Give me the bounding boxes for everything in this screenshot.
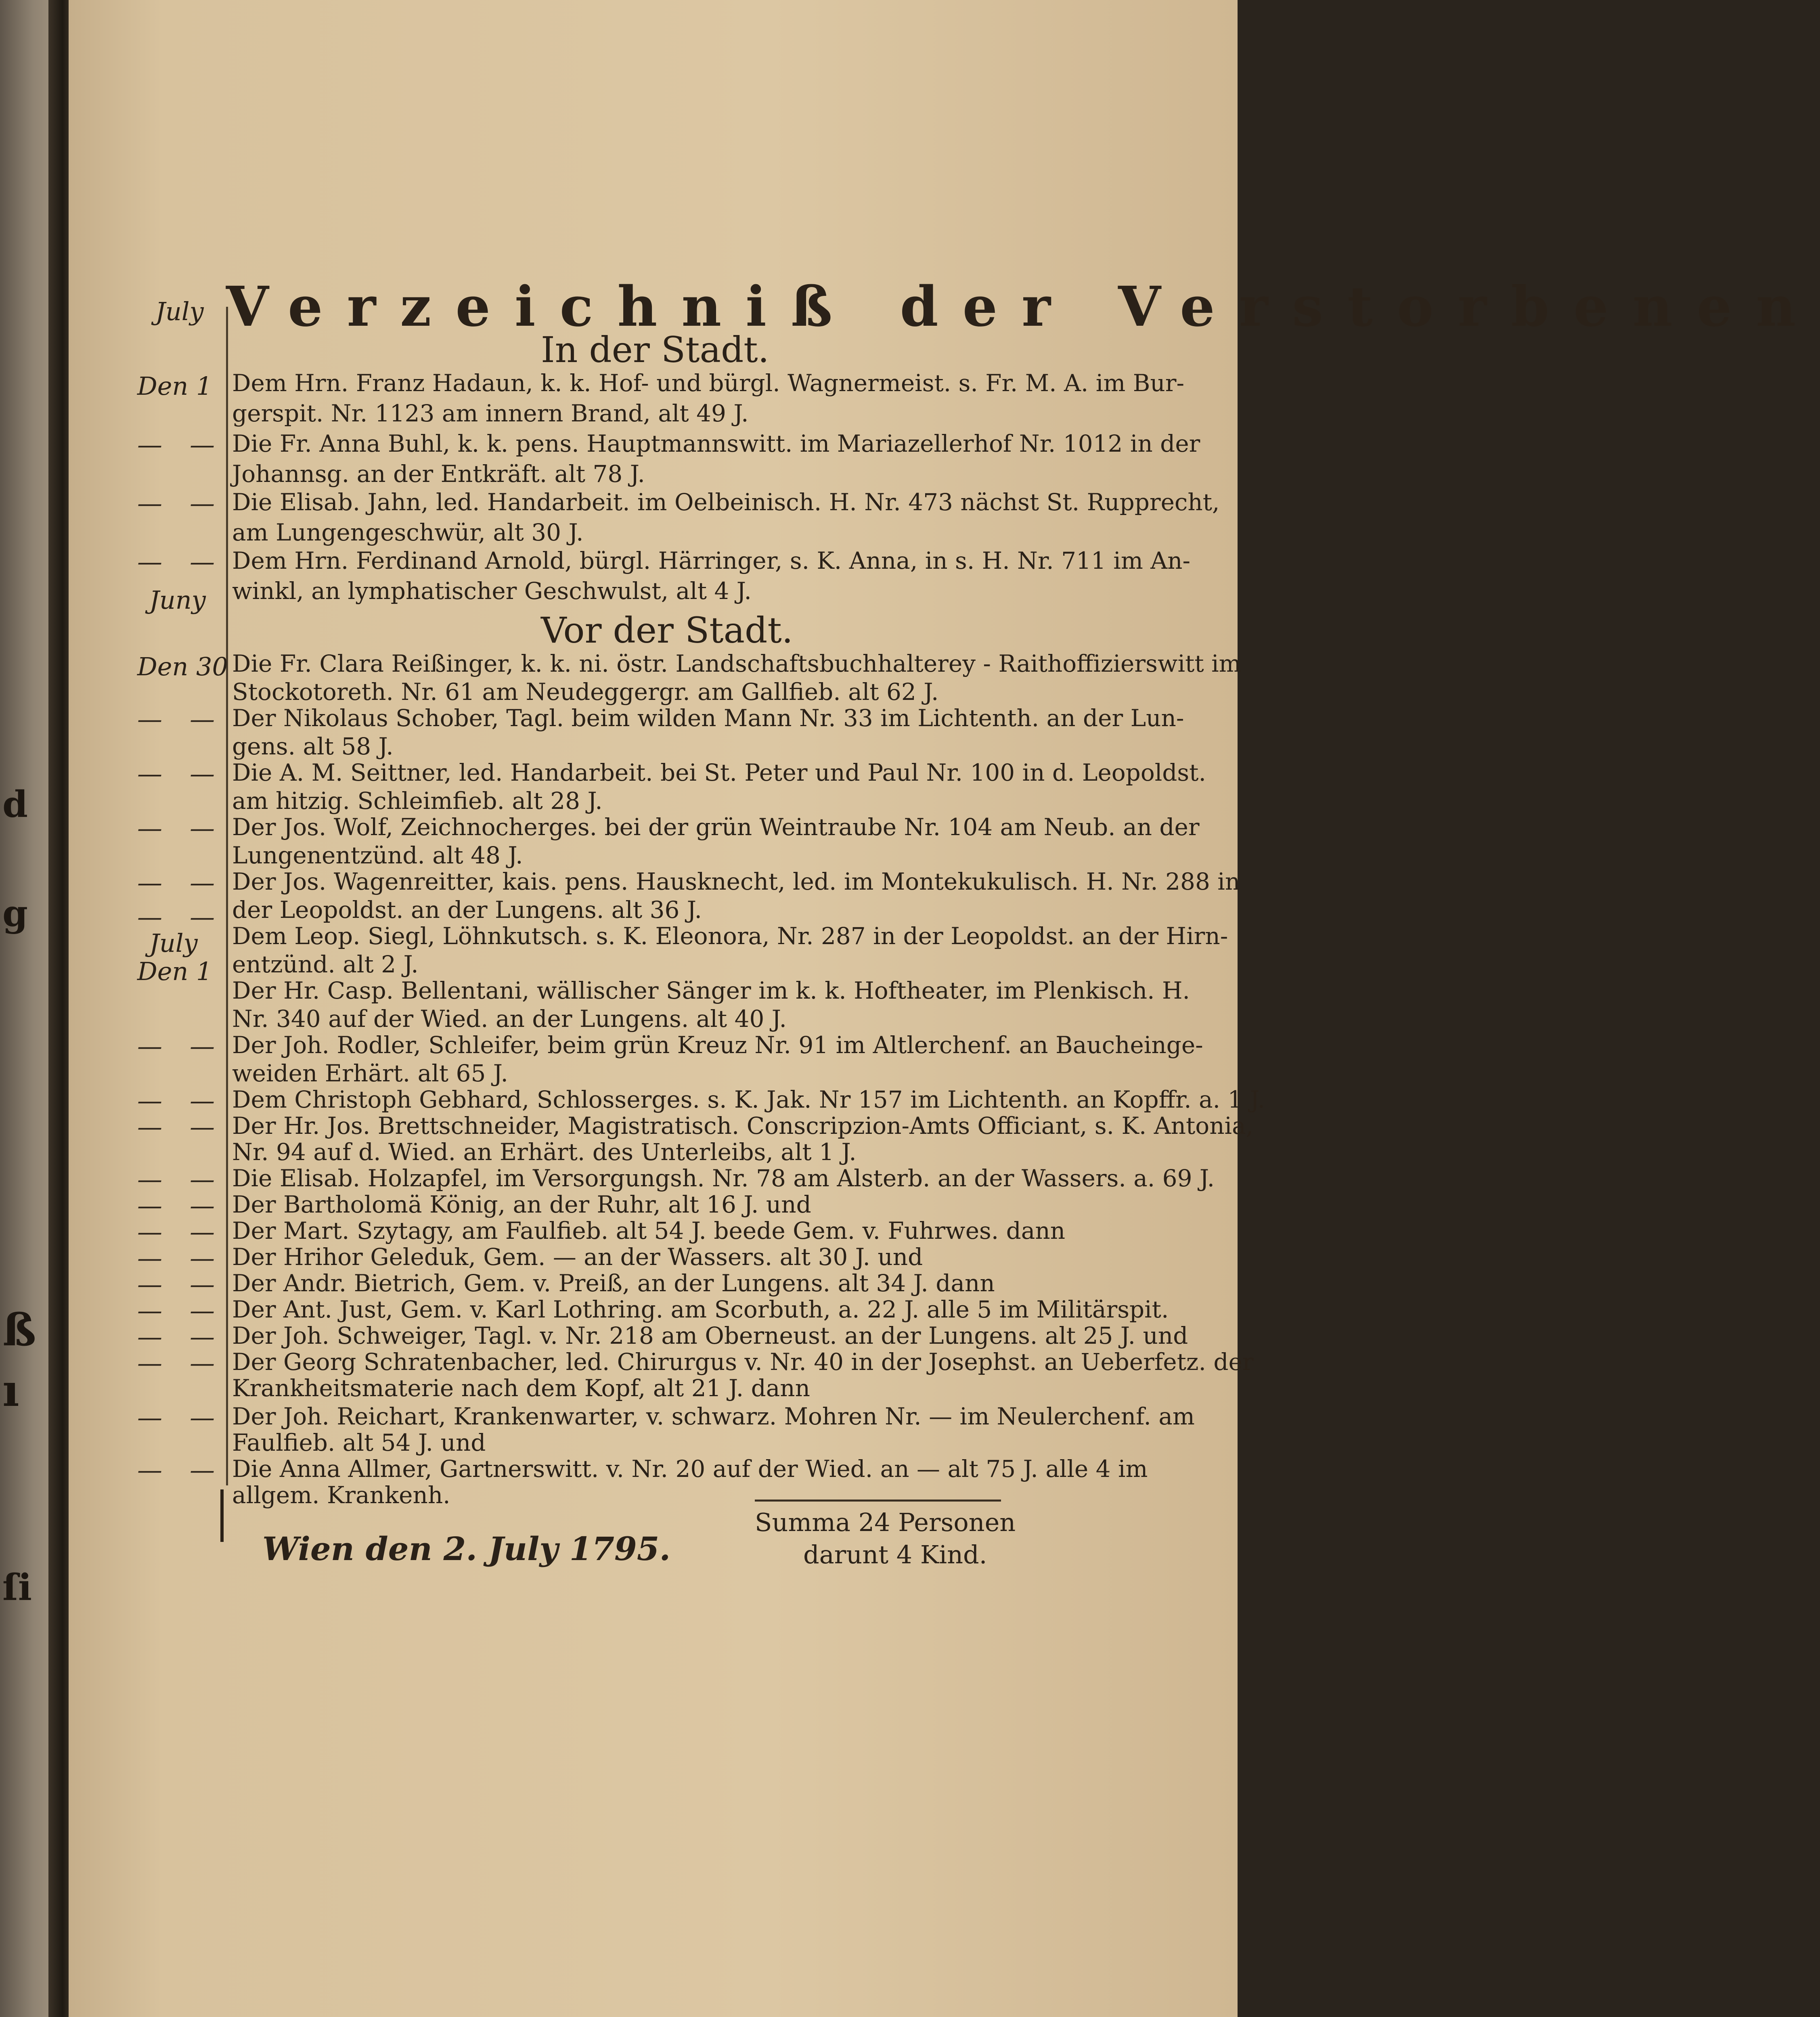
ditto-mark: —	[137, 1403, 162, 1432]
entry-line: weiden Erhärt. alt 65 J.	[232, 1060, 508, 1087]
entry-line: Faulfieb. alt 54 J. und	[232, 1429, 486, 1456]
entry-line: Der Hr. Jos. Brettschneider, Magistratisch. Conscripzion-Amts Officiant, s. K. Antonia,	[232, 1112, 1254, 1139]
entry-line: gens. alt 58 J.	[232, 733, 394, 760]
month-label: July	[155, 297, 204, 326]
entry-line: Die Elisab. Jahn, led. Handarbeit. im Oelbeinisch. H. Nr. 473 nächst St. Rupprecht,	[232, 488, 1220, 516]
ditto-mark: —	[137, 1086, 162, 1115]
entry-line: Dem Hrn. Franz Hadaun, k. k. Hof- und bürgl. Wagnermeist. s. Fr. M. A. im Bur-	[232, 369, 1185, 397]
entry-line: Krankheitsmaterie nach dem Kopf, alt 21 J. dann	[232, 1374, 811, 1402]
entry-line: Der Nikolaus Schober, Tagl. beim wilden Mann Nr. 33 im Lichtenth. an der Lun-	[232, 704, 1184, 732]
ditto-mark: —	[190, 547, 215, 576]
ditto-mark: —	[190, 488, 215, 518]
ditto-mark: —	[190, 1296, 215, 1325]
ditto-mark: —	[190, 1191, 215, 1220]
ditto-mark: —	[190, 1348, 215, 1378]
ditto-mark: —	[137, 1322, 162, 1351]
ditto-mark: —	[137, 1243, 162, 1273]
entry-line: der Leopoldst. an der Lungens. alt 36 J.	[232, 896, 702, 924]
ditto-mark: —	[190, 1217, 215, 1246]
ditto-mark: —	[137, 759, 162, 788]
ditto-mark: —	[190, 868, 215, 897]
ditto-mark: —	[137, 430, 162, 459]
entry-line: Der Bartholomä König, an der Ruhr, alt 16 J. und	[232, 1191, 811, 1218]
month-label: July	[149, 928, 198, 958]
ditto-mark: —	[137, 813, 162, 843]
entry-line: entzünd. alt 2 J.	[232, 951, 419, 978]
entry-line: Die Anna Allmer, Gartnerswitt. v. Nr. 20 auf der Wied. an — alt 75 J. alle 4 im	[232, 1455, 1148, 1483]
summa-children: darunt 4 Kind.	[803, 1540, 987, 1569]
entry-line: Lungenentzünd. alt 48 J.	[232, 842, 523, 869]
entry-line: Der Georg Schratenbacher, led. Chirurgus v. Nr. 40 in der Josephst. an Ueberfetz. der	[232, 1348, 1254, 1376]
entry-line: Dem Leop. Siegl, Löhnkutsch. s. K. Eleonora, Nr. 287 in der Leopoldst. an der Hirn-	[232, 922, 1228, 950]
entry-line: Der Hrihor Geleduk, Gem. — an der Wassers. alt 30 J. und	[232, 1243, 923, 1271]
ditto-mark: —	[190, 1243, 215, 1273]
ditto-mark: —	[137, 1112, 162, 1142]
ditto-mark: —	[190, 759, 215, 788]
document-page	[69, 0, 1820, 2017]
ditto-mark: —	[137, 1455, 162, 1485]
ditto-mark: —	[190, 1031, 215, 1061]
left-fragment: ı	[2, 1364, 19, 1416]
ditto-mark: —	[190, 1403, 215, 1432]
entry-line: am hitzig. Schleimfieb. alt 28 J.	[232, 787, 603, 815]
entry-line: Johannsg. an der Entkräft. alt 78 J.	[232, 460, 645, 488]
page-title: Verzeichniß der Verstorbenen	[226, 274, 1820, 339]
entry-line: Die Fr. Clara Reißinger, k. k. ni. östr. Landschaftsbuchhalterey - Raithoffizierswitt im	[232, 650, 1241, 677]
ditto-mark: —	[137, 488, 162, 518]
ditto-mark: —	[190, 1269, 215, 1299]
day-label: Den 30	[137, 652, 228, 681]
ditto-mark: —	[137, 902, 162, 932]
entry-line: Der Joh. Schweiger, Tagl. v. Nr. 218 am Oberneust. an der Lungens. alt 25 J. und	[232, 1322, 1188, 1349]
section-heading-city: In der Stadt.	[541, 329, 769, 371]
entry-line: Dem Hrn. Ferdinand Arnold, bürgl. Härringer, s. K. Anna, in s. H. Nr. 711 im An-	[232, 547, 1191, 574]
ditto-mark: —	[190, 430, 215, 459]
ditto-mark: —	[190, 902, 215, 932]
left-fragment: ſi	[2, 1566, 32, 1609]
entry-line: Der Andr. Bietrich, Gem. v. Preiß, an der Lungens. alt 34 J. dann	[232, 1269, 995, 1297]
entry-line: am Lungengeschwür, alt 30 J.	[232, 519, 584, 546]
entry-line: Nr. 94 auf d. Wied. an Erhärt. des Unterleibs, alt 1 J.	[232, 1138, 857, 1166]
entry-line: Nr. 340 auf der Wied. an der Lungens. alt 40 J.	[232, 1005, 787, 1033]
ditto-mark: —	[190, 1322, 215, 1351]
ditto-mark: —	[190, 1086, 215, 1115]
section-heading-suburbs: Vor der Stadt.	[541, 609, 793, 651]
left-fragment: d	[2, 783, 28, 826]
entry-line: Die A. M. Seittner, led. Handarbeit. bei St. Peter und Paul Nr. 100 in d. Leopoldst.	[232, 759, 1206, 786]
margin-rule	[226, 307, 228, 1485]
ditto-mark: —	[137, 547, 162, 576]
entry-line: allgem. Krankenh.	[232, 1481, 450, 1509]
ditto-mark: —	[190, 1165, 215, 1194]
entry-line: Stockotoreth. Nr. 61 am Neudeggergr. am Gallfieb. alt 62 J.	[232, 678, 939, 706]
entry-line: Die Elisab. Holzapfel, im Versorgungsh. Nr. 78 am Alsterb. an der Wassers. a. 69 J.	[232, 1165, 1215, 1192]
summa-rule	[755, 1500, 1001, 1502]
entry-line: Der Ant. Just, Gem. v. Karl Lothring. am Scorbuth, a. 22 J. alle 5 im Militärspit.	[232, 1296, 1169, 1323]
day-label: Den 1	[137, 371, 212, 401]
ditto-mark: —	[137, 1165, 162, 1194]
ditto-mark: —	[190, 813, 215, 843]
ditto-mark: —	[137, 704, 162, 734]
ditto-mark: —	[137, 1217, 162, 1246]
entry-line: Der Jos. Wagenreitter, kais. pens. Hausknecht, led. im Montekukulisch. H. Nr. 288 in	[232, 868, 1240, 895]
ditto-mark: —	[137, 1348, 162, 1378]
ditto-mark: —	[190, 1112, 215, 1142]
ditto-mark: —	[137, 1191, 162, 1220]
entry-line: Der Joh. Rodler, Schleifer, beim grün Kreuz Nr. 91 im Altlerchenf. an Baucheinge-	[232, 1031, 1203, 1059]
ditto-mark: —	[137, 868, 162, 897]
ditto-mark: —	[190, 704, 215, 734]
entry-line: Der Mart. Szytagy, am Faulfieb. alt 54 J. beede Gem. v. Fuhrwes. dann	[232, 1217, 1066, 1244]
footer-bar	[220, 1489, 224, 1542]
ditto-mark: —	[190, 1455, 215, 1485]
left-fragment: g	[2, 892, 28, 935]
entry-line: Dem Christoph Gebhard, Schlosserges. s. K. Jak. Nr 157 im Lichtenth. an Kopffr. a. 1 J.	[232, 1086, 1265, 1113]
ditto-mark: —	[137, 1269, 162, 1299]
footer-date: Wien den 2. July 1795.	[262, 1530, 671, 1568]
entry-line: Die Fr. Anna Buhl, k. k. pens. Hauptmannswitt. im Mariazellerhof Nr. 1012 in der	[232, 430, 1200, 457]
ditto-mark: —	[137, 1296, 162, 1325]
entry-line: gerspit. Nr. 1123 am innern Brand, alt 49 J.	[232, 400, 749, 427]
summa-total: Summa 24 Personen	[755, 1508, 1016, 1537]
entry-line: Der Joh. Reichart, Krankenwarter, v. schwarz. Mohren Nr. — im Neulerchenf. am	[232, 1403, 1195, 1430]
day-label: Den 1	[137, 957, 212, 986]
entry-line: Der Jos. Wolf, Zeichnocherges. bei der grün Weintraube Nr. 104 am Neub. an der	[232, 813, 1200, 841]
left-fragment: ß	[2, 1304, 36, 1356]
entry-line: winkl, an lymphatischer Geschwulst, alt 4 J.	[232, 577, 752, 605]
entry-line: Der Hr. Casp. Bellentani, wällischer Sänger im k. k. Hoftheater, im Plenkisch. H.	[232, 977, 1190, 1004]
month-label: Juny	[149, 585, 206, 615]
ditto-mark: —	[137, 1031, 162, 1061]
